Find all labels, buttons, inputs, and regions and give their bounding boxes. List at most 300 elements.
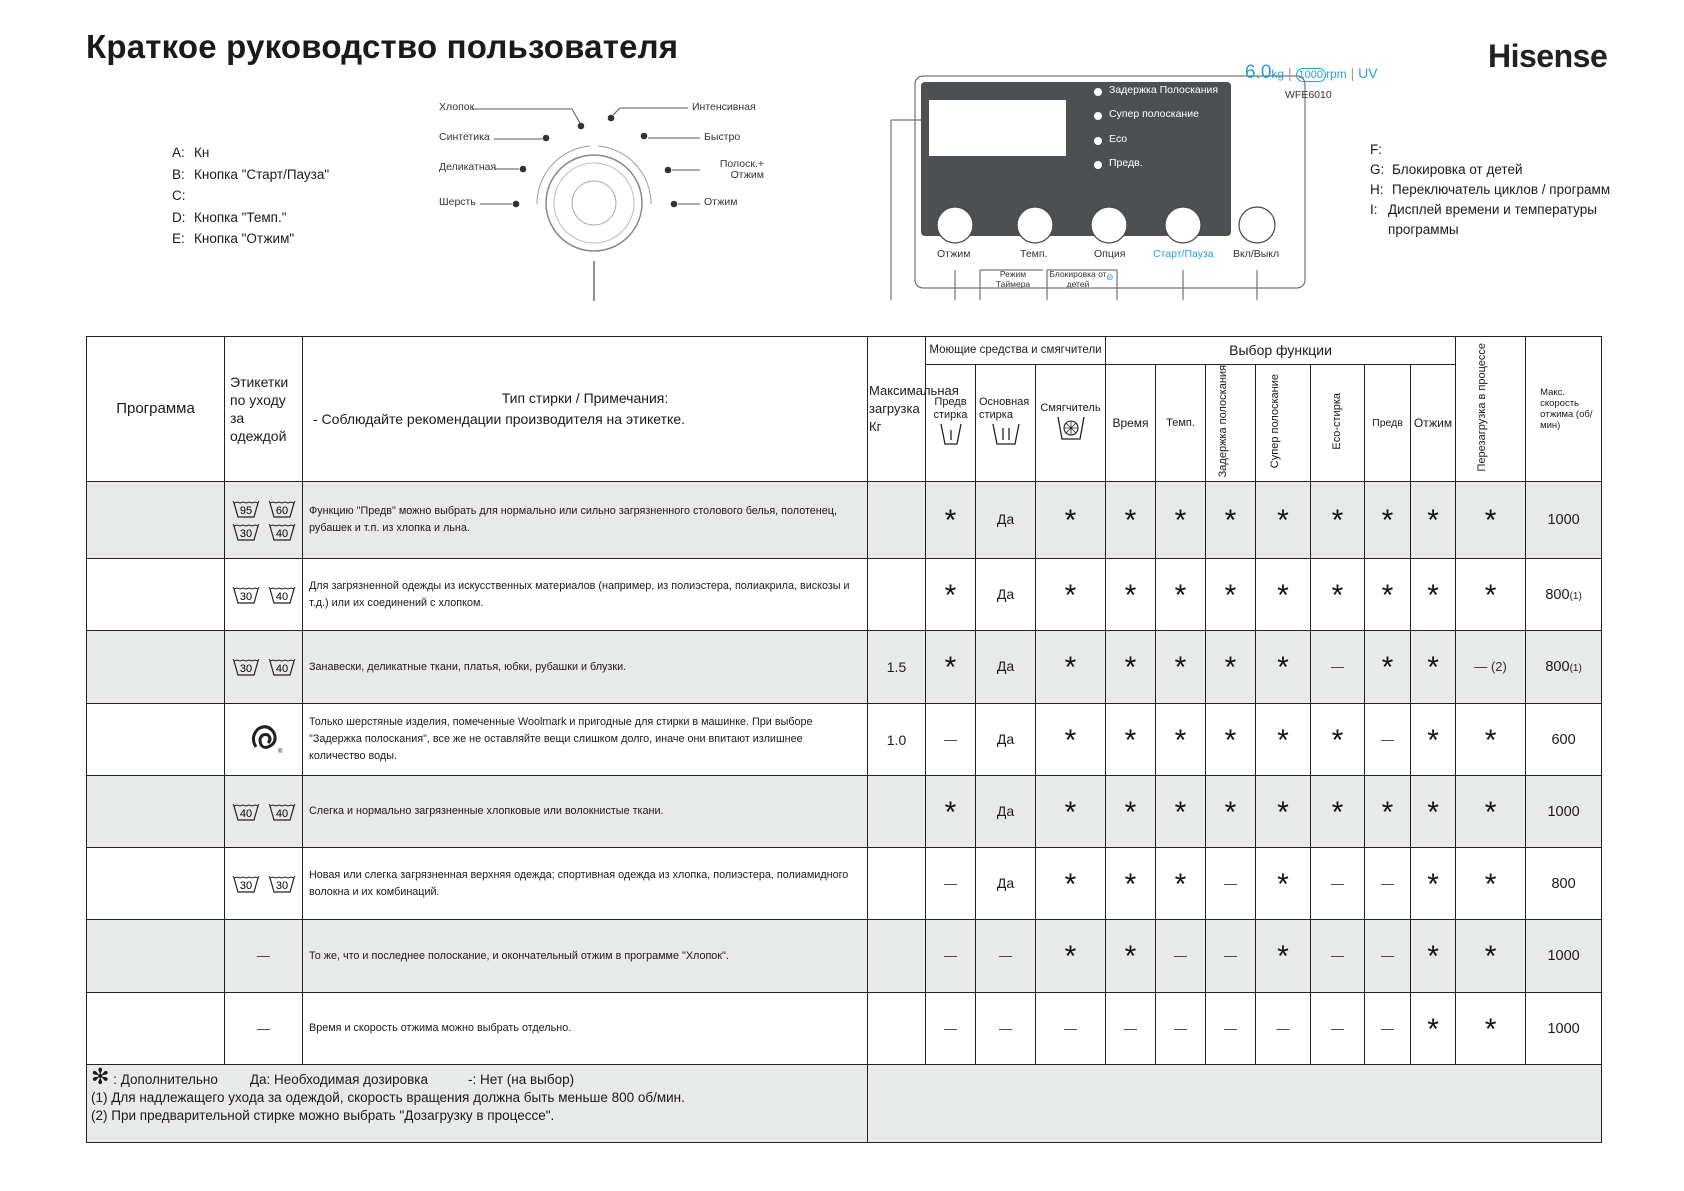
function-cell [1206,848,1256,920]
optional-star: * [1124,940,1137,974]
control-panel-diagram [885,60,1335,300]
indicator-prewash: Предв. [1109,157,1143,169]
function-cell [1311,920,1365,993]
dial-label-right-0: Интенсивная [692,101,756,113]
table-row [87,559,1602,631]
function-cell [1365,704,1411,776]
function-cell [1206,920,1256,993]
max-load-cell [868,482,926,559]
not-available-dash: — [1224,875,1237,891]
dial-label-left-2: Деликатная [439,161,497,173]
prewash-tray-icon [937,422,965,446]
header-prew: Предв [1365,365,1411,482]
max-spin-value: 800 [1545,586,1570,603]
legend_right-text: Переключатель циклов / программ [1392,182,1611,197]
wash-temp-icon [231,657,261,677]
care-label-none: — [257,1020,270,1036]
function-cell [1206,482,1256,559]
legend_right-text: Дисплей времени и температуры программы [1388,202,1597,237]
footnote-da: Да: Необходимая дозировка [249,1072,429,1088]
function-cell [926,482,976,559]
max-spin-cell [1526,559,1602,631]
function-cell [1206,993,1256,1065]
wash-temp-icon [231,522,261,542]
legend_right-row [1370,200,1620,240]
max-load-cell [868,993,926,1065]
max-spin-value: 800 [1545,659,1570,676]
header-super-rinse: Супер полоскание [1256,365,1311,482]
optional-star: * [1331,723,1344,757]
care-label-cell [225,993,303,1065]
optional-star: * [1484,795,1497,829]
program-dial-diagram [430,96,780,301]
optional-star: * [944,578,957,612]
program-name-cell [87,631,225,704]
program-name-cell [87,848,225,920]
not-available-dash: — [1331,875,1344,891]
function-cell [926,993,976,1065]
wash-temp-label: 95 [239,504,252,517]
not-available-dash: — [1124,1020,1137,1036]
function-cell [1156,631,1206,704]
max-spin-cell [1526,776,1602,848]
optional-star: * [1331,504,1344,538]
header-wash-type-title: Тип стирки / Примечания: [501,390,669,407]
function-cell [1456,848,1526,920]
wash-temp-icon [231,585,261,605]
dosage-required: Да [996,802,1015,819]
function-cell [976,776,1036,848]
model-code: WFE6010 [1285,89,1332,101]
table-row [87,482,1602,559]
function-cell [1256,920,1311,993]
program-name-cell [87,920,225,993]
optional-star: * [1064,867,1077,901]
rpm-unit: rpm [1326,67,1347,81]
mainwash-tray-icon [989,422,1023,446]
function-cell [1365,848,1411,920]
function-cell [1456,559,1526,631]
care-label-cell [225,704,303,776]
function-cell [1036,993,1106,1065]
function-cell [1106,848,1156,920]
function-cell [1206,559,1256,631]
header-reload: Перезагрузка в процессе [1456,337,1526,482]
function-cell [1106,559,1156,631]
not-available-dash: — [944,1020,957,1036]
legend_left-key: C: [172,188,186,203]
function-cell [1456,776,1526,848]
dosage-required: Да [996,658,1015,675]
function-cell [1106,993,1156,1065]
wash-description: Только шерстяные изделия, помеченные Woolmark и пригодные для стирки в машинке. При выборе "Задержка полоскания", все же не оставляйте вещи слишком долго, иначе они впитают излишнее количество воды. [303,704,868,776]
function-cell [1365,920,1411,993]
function-cell [1156,993,1206,1065]
optional-star: * [1484,940,1497,974]
legend-right [1370,140,1620,240]
function-cell [1411,920,1456,993]
optional-star: * [1427,867,1439,901]
program-name-cell [87,482,225,559]
not-available-dash: — [999,1020,1012,1036]
dial-label-right-2: Полоск.+ Отжим [719,158,764,181]
not-available-dash: — [1174,948,1187,964]
function-cell [926,848,976,920]
function-cell [1256,559,1311,631]
table-row [87,776,1602,848]
optional-star: * [1224,723,1237,757]
function-cell [1036,482,1106,559]
function-cell [1256,993,1311,1065]
header-labels: Этикетки по уходу за одеждой [225,337,303,482]
optional-star: * [1277,504,1289,538]
function-cell [926,559,976,631]
header-detergents: Моющие средства и смягчители [926,337,1106,365]
legend_right-text: Блокировка от детей [1392,162,1523,177]
wash-description: Функцию "Предв" можно выбрать для нормально или сильно загрязненного столового белья, полотенец, рубашек и т.п. из хлопка и льна. [303,482,868,559]
footnote-1: (1) Для надлежащего ухода за одеждой, скорость вращения должна быть меньше 800 об/мин. [91,1090,685,1106]
function-cell [1256,482,1311,559]
star-legend-icon: ✻ [91,1064,110,1090]
function-cell [1156,920,1206,993]
max-spin-value: 1000 [1547,803,1580,820]
care-label-cell [225,482,303,559]
legend_right-row [1370,160,1620,180]
header-max-spin: Макс. скорость отжима (об/мин) [1526,337,1602,482]
legend_left-key: D: [172,209,186,225]
legend_left-text: Кнопка "Темп." [194,209,287,225]
function-cell [1456,993,1526,1065]
max-spin-cell [1526,704,1602,776]
function-cell [1456,482,1526,559]
care-label-cell [225,776,303,848]
legend_left-text: Кн [194,145,210,160]
not-available-dash: — [1381,948,1394,964]
care-label-none: — [257,948,270,964]
function-cell [1156,559,1206,631]
wash-temp-icon [231,802,261,822]
footnotes [87,1065,868,1143]
dial-label-right-1: Быстро [704,131,741,143]
panel-button-start-pause: Старт/Пауза [1153,248,1214,260]
function-cell [1311,704,1365,776]
function-cell [1106,776,1156,848]
optional-star: * [1124,504,1137,538]
legend_right-row [1370,140,1620,160]
optional-star: * [1124,723,1137,757]
function-cell [1206,631,1256,704]
function-cell [1311,482,1365,559]
function-cell [1256,704,1311,776]
header-time: Время [1106,365,1156,482]
not-available-dash: — [1174,1020,1187,1036]
function-cell [1156,776,1206,848]
function-cell [976,848,1036,920]
max-load-cell [868,776,926,848]
wash-description: Время и скорость отжима можно выбрать отдельно. [303,993,868,1065]
wash-description: Новая или слегка загрязненная верхняя одежда; спортивная одежда из хлопка, полиэстера, полиамидного волокна и их комбинаций. [303,848,868,920]
function-cell [976,993,1036,1065]
table-row [87,993,1602,1065]
care-label-cell [225,920,303,993]
not-available-dash: — (2) [1474,659,1507,675]
optional-star: * [944,504,957,538]
optional-star: * [1124,795,1137,829]
function-cell [1036,704,1106,776]
uv-badge: UV [1358,65,1378,81]
header-eco: Eco-стирка [1311,365,1365,482]
function-cell [1365,559,1411,631]
optional-star: * [1484,578,1497,612]
function-cell [926,776,976,848]
wash-temp-icon [267,522,297,542]
dial-label-left-0: Хлопок [439,101,475,113]
function-cell [1311,993,1365,1065]
function-cell [926,920,976,993]
max-spin-value: 800 [1551,875,1576,892]
not-available-dash: — [1276,1020,1290,1036]
function-cell [1456,704,1526,776]
wash-temp-label: 30 [239,879,252,892]
wash-temp-label: 30 [275,879,288,892]
wash-temp-label: 40 [275,807,288,820]
function-cell [1156,482,1206,559]
rpm-value: 1000 [1296,68,1326,82]
wash-description: Слегка и нормально загрязненные хлопковые или волокнистые ткани. [303,776,868,848]
max-load-cell: 1.5 [868,631,926,704]
optional-star: * [1277,795,1289,829]
function-cell [1036,559,1106,631]
optional-star: * [1331,795,1344,829]
indicator-super-rinse: Супер полоскание [1109,108,1199,120]
not-available-dash: — [1064,1020,1077,1036]
optional-star: * [1484,504,1497,538]
function-cell [1311,776,1365,848]
capacity-value: 6.0 [1245,62,1272,83]
function-cell [1365,482,1411,559]
function-cell [1106,920,1156,993]
function-cell [1411,776,1456,848]
optional-star: * [1427,1012,1439,1046]
panel-button-temp: Темп. [1020,248,1048,260]
optional-star: * [1277,723,1289,757]
legend_left-row [172,228,329,250]
max-spin-note: (1) [1569,663,1582,675]
optional-star: * [1124,651,1137,685]
not-available-dash: — [1381,875,1394,891]
sub-label-timer: Режим Таймера [995,269,1031,289]
legend_left-row [172,142,329,164]
wash-temp-icon [267,657,297,677]
legend_left-key: A: [172,145,185,160]
optional-star: * [1277,651,1289,685]
not-available-dash: — [1224,948,1237,964]
function-cell [1411,704,1456,776]
optional-star: * [1381,651,1394,685]
legend_left-text: Кнопка "Старт/Пауза" [194,166,330,182]
function-cell [976,920,1036,993]
not-available-dash: — [944,948,957,964]
program-table [86,336,1602,1143]
function-cell [1456,920,1526,993]
optional-star: * [944,651,957,685]
function-cell [926,704,976,776]
header-program: Программа [87,337,225,482]
function-cell [976,631,1036,704]
optional-star: * [1484,1012,1497,1046]
optional-star: * [1427,795,1439,829]
footnote-dash: -: Нет (на выбор) [468,1072,575,1088]
wash-temp-icon [231,499,261,519]
brand-logo: Hisense [1488,38,1608,74]
wash-temp-label: 30 [239,527,252,540]
max-spin-value: 1000 [1547,1020,1580,1037]
wash-temp-label: 30 [239,663,252,676]
max-spin-cell [1526,920,1602,993]
optional-star: * [1064,651,1077,685]
function-cell [1106,482,1156,559]
header-softener: Смягчитель [1036,365,1106,482]
function-cell [1411,559,1456,631]
woolmark-icon [244,717,284,757]
program-name-cell [87,704,225,776]
legend_right-key: G: [1370,162,1385,177]
header-temp: Темп. [1156,365,1206,482]
wash-temp-label: 30 [239,590,252,603]
footnote-star: : Дополнительно [113,1072,218,1088]
wash-temp-label: 40 [275,663,288,676]
wash-temp-icon [267,874,297,894]
optional-star: * [1484,867,1497,901]
wash-temp-label: 40 [275,527,288,540]
header-mainwash: Основная стирка [976,365,1036,482]
optional-star: * [1427,651,1439,685]
optional-star: * [1174,504,1187,538]
footnote-2: (2) При предварительной стирке можно выбрать "Дозагрузку в процессе". [91,1108,555,1124]
function-cell [1036,631,1106,704]
optional-star: * [1381,578,1394,612]
function-cell [976,559,1036,631]
footnotes-blank [868,1065,1602,1143]
function-cell [1156,848,1206,920]
legend_right-key: H: [1370,182,1384,197]
max-spin-value: 1000 [1547,948,1580,965]
max-spin-note: (1) [1569,590,1582,602]
wash-temp-label: 40 [239,807,252,820]
optional-star: * [1381,795,1394,829]
not-available-dash: — [1381,731,1394,747]
legend_left-text: Кнопка "Отжим" [194,231,295,246]
optional-star: * [1484,723,1497,757]
program-name-cell [87,993,225,1065]
panel-button-spin: Отжим [937,248,971,260]
optional-star: * [1427,940,1439,974]
optional-star: * [1277,867,1289,901]
function-cell [1256,848,1311,920]
function-cell [1036,776,1106,848]
header-prewash: Предв стирка [926,365,976,482]
optional-star: * [1224,795,1237,829]
child-lock-icon: ⊖ [1106,272,1114,282]
header-functions: Выбор функции [1106,337,1456,365]
max-load-cell: 1.0 [868,704,926,776]
softener-flower-icon [1054,415,1088,441]
function-cell [1365,631,1411,704]
optional-star: * [1174,578,1187,612]
optional-star: * [1224,578,1237,612]
optional-star: * [1427,504,1439,538]
legend_left-row [172,164,329,186]
wash-temp-label: 60 [275,504,288,517]
function-cell [1206,776,1256,848]
optional-star: * [1064,940,1077,974]
function-cell [1456,631,1526,704]
care-label-cell [225,559,303,631]
program-name-cell [87,776,225,848]
dial-label-left-3: Шерсть [439,196,476,208]
dial-label-left-1: Синтетика [439,131,490,143]
wash-description: То же, что и последнее полоскание, и окончательный отжим в программе "Хлопок". [303,920,868,993]
legend_right-row [1370,180,1620,200]
optional-star: * [1427,578,1439,612]
header-max-load: Максимальная загрузка Кг [868,337,926,482]
not-available-dash: — [1331,948,1344,964]
optional-star: * [1331,578,1344,612]
not-available-dash: — [944,731,957,747]
optional-star: * [1064,578,1077,612]
function-cell [1311,559,1365,631]
max-spin-cell [1526,631,1602,704]
function-cell [1365,776,1411,848]
optional-star: * [1174,723,1187,757]
not-available-dash: — [1331,659,1344,675]
optional-star: * [1124,867,1137,901]
care-label-cell [225,631,303,704]
function-cell [1106,631,1156,704]
legend_left-row [172,185,329,207]
panel-button-power: Вкл/Выкл [1233,248,1280,260]
optional-star: * [1064,504,1077,538]
header-wash-note: - Соблюдайте рекомендации производителя на этикетке. [313,411,685,428]
max-spin-value: 1000 [1547,512,1580,529]
wash-description: Занавески, деликатные ткани, платья, юбки, рубашки и блузки. [303,631,868,704]
capacity-unit: kg [1271,67,1285,81]
dosage-required: Да [996,730,1015,747]
header-wash-type [303,337,868,482]
not-available-dash: — [1224,1020,1237,1036]
dial-label-right-3: Отжим [704,196,738,208]
function-cell [1411,993,1456,1065]
legend_right-key: F: [1370,142,1382,157]
function-cell [926,631,976,704]
max-spin-value: 600 [1551,731,1576,748]
function-cell [1311,848,1365,920]
optional-star: * [1277,578,1289,612]
care-label-cell [225,848,303,920]
wash-temp-icon [231,874,261,894]
function-cell [1206,704,1256,776]
legend_left-key: E: [172,231,185,246]
model-badge: 6.0kg | 1000 rpm | UV [1245,62,1378,83]
function-cell [1156,704,1206,776]
optional-star: * [1277,940,1289,974]
panel-button-option: Опция [1094,248,1126,260]
legend_left-row [172,207,329,229]
not-available-dash: — [1331,1020,1344,1036]
dosage-required: Да [996,585,1015,602]
table-row [87,920,1602,993]
optional-star: * [1064,795,1077,829]
